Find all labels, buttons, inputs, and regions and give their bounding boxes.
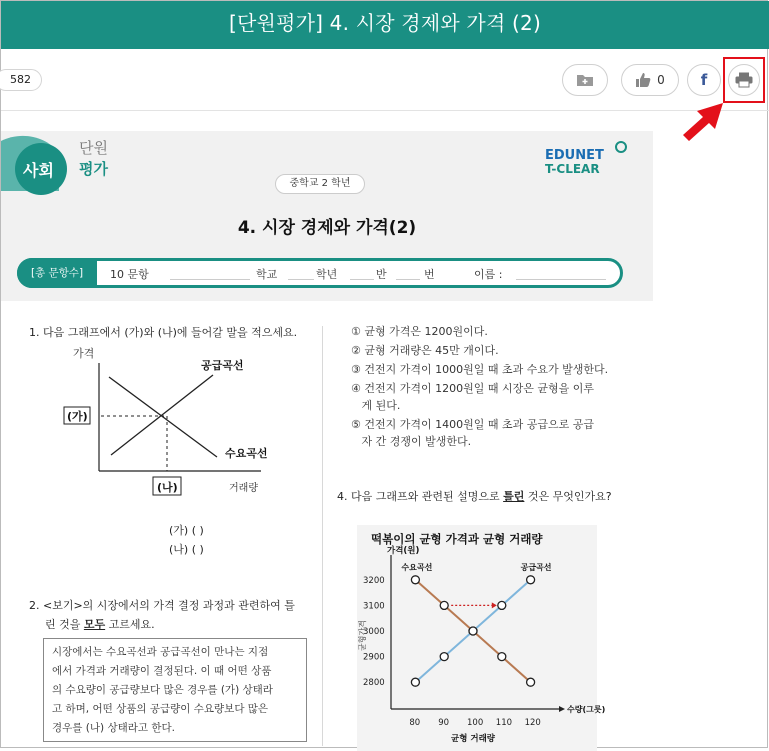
data-point: [440, 601, 448, 609]
question-2-line-1: 2. <보기>의 시장에서의 가격 결정 과정과 관련하여 틀: [29, 599, 295, 612]
info-bar: [17, 258, 623, 288]
data-point: [469, 627, 477, 635]
y-tick-label: 3200: [363, 575, 385, 586]
thumbs-up-icon: [635, 72, 651, 88]
subject-logo: [1, 131, 131, 201]
year-label[interactable]: 학년: [316, 268, 338, 281]
facebook-icon: f: [700, 71, 708, 89]
data-point: [411, 678, 419, 686]
x-tick-label: 120: [524, 718, 541, 728]
choice-1[interactable]: ① 균형 가격은 1200원이다.: [351, 325, 488, 338]
example-line: 의 수요량이 공급량보다 많은 경우를 (가) 상태라: [52, 684, 273, 696]
equilibrium-chart: [357, 545, 606, 751]
like-count: 0: [657, 73, 665, 87]
example-box: [43, 638, 307, 742]
choice-5[interactable]: ⑤ 건전지 가격이 1400원일 때 초과 공급으로 공급: [351, 418, 594, 431]
page-title: [단원평가] 4. 시장 경제와 가격 (2): [229, 11, 541, 35]
answer-na[interactable]: (나) ( ): [169, 543, 204, 556]
edunet-logo: [543, 135, 633, 177]
choice-4[interactable]: ④ 건전지 가격이 1200원일 때 시장은 균형을 이루: [351, 382, 594, 395]
x-axis-arrow: [559, 706, 565, 712]
x-tick-label: 90: [438, 718, 450, 728]
data-point: [440, 653, 448, 661]
demand-label: 수요곡선: [225, 447, 268, 460]
view-count-badge: 582: [0, 69, 42, 91]
x-tick-label: 110: [495, 718, 513, 728]
name-label[interactable]: 이름 :: [474, 268, 503, 281]
data-point: [498, 653, 506, 661]
q1-graph: [61, 343, 291, 503]
example-line: 에서 가격과 거래량이 결정된다. 이 때 어떤 상품: [52, 665, 272, 677]
add-folder-button[interactable]: [562, 64, 608, 96]
question-4: 4. 다음 그래프와 관련된 설명으로 틀린 것은 무엇인가요?: [337, 490, 612, 503]
y-tick-label: 3100: [363, 601, 385, 612]
data-point: [527, 678, 535, 686]
worksheet: [1, 131, 653, 751]
series-label: 수요곡선: [401, 562, 433, 572]
choice-3[interactable]: ③ 건전지 가격이 1000원일 때 초과 수요가 발생한다.: [351, 363, 609, 376]
red-arrow-icon: [679, 101, 727, 141]
school-label[interactable]: 학교: [256, 268, 278, 281]
toolbar: [1, 49, 769, 111]
highlight-box: [723, 57, 765, 103]
series-label: 공급곡선: [520, 562, 552, 572]
example-line: 고 하며, 어떤 상품의 공급량이 수요량보다 많은: [52, 703, 269, 715]
answer-ga[interactable]: (가) ( ): [169, 524, 204, 537]
unit-label-1: 단원: [79, 139, 108, 157]
brand-line-1: EDUNET: [545, 148, 604, 163]
x-axis-label: 수량(그릇): [567, 705, 606, 714]
question-count: 10 문항: [110, 268, 149, 281]
brand-line-2: T-CLEAR: [545, 162, 600, 176]
data-point: [498, 601, 506, 609]
graph-ga-label: (가): [67, 410, 88, 423]
y-tick-label: 2900: [363, 652, 385, 663]
worksheet-title: 4. 시장 경제와 가격(2): [237, 218, 417, 238]
y-side-label: 균형가격: [358, 620, 367, 651]
y-axis-label: 가격(원): [387, 546, 420, 556]
graph-y-label: 가격: [73, 347, 95, 360]
chart-title: 떡볶이의 균형 가격과 균형 거래량: [371, 532, 543, 546]
like-button[interactable]: [621, 64, 679, 96]
choice-5-cont: 자 간 경쟁이 발생한다.: [351, 435, 472, 448]
data-point: [527, 576, 535, 584]
class-label[interactable]: 반: [376, 268, 387, 281]
graph-na-label: (나): [157, 481, 178, 494]
x-tick-label: 100: [467, 718, 484, 728]
data-point: [411, 576, 419, 584]
facebook-share-button[interactable]: [687, 64, 721, 96]
question-2-line-2: 린 것을 모두 고르세요.: [45, 618, 155, 631]
column-divider: [322, 326, 323, 746]
grade-label: 중학교 2 학년: [275, 174, 365, 194]
folder-add-icon: [576, 73, 594, 87]
graph-x-label: 거래량: [229, 483, 258, 494]
number-label[interactable]: 번: [424, 268, 435, 281]
choice-2[interactable]: ② 균형 거래량은 45만 개이다.: [351, 344, 499, 357]
y-tick-label: 3000: [363, 627, 385, 637]
y-tick-label: 2800: [363, 678, 385, 689]
choice-4-cont: 게 된다.: [351, 399, 401, 412]
example-line: 경우를 (나) 상태라고 한다.: [52, 722, 175, 734]
supply-label: 공급곡선: [201, 359, 244, 372]
x-title: 균형 거래량: [451, 734, 496, 744]
question-1: 1. 다음 그래프에서 (가)와 (나)에 들어갈 말을 적으세요.: [29, 326, 298, 339]
gap-arrow-head: [492, 602, 497, 608]
unit-label-2: 평가: [79, 160, 108, 178]
demand-curve: [109, 377, 217, 457]
x-tick-label: 80: [409, 718, 421, 728]
example-line: 시장에서는 수요곡선과 공급곡선이 만나는 지점: [52, 646, 269, 658]
page-title-bar: [1, 1, 769, 49]
subject-logo-text: 사회: [23, 161, 54, 180]
total-questions-tag: [총 문항수]: [17, 258, 97, 288]
